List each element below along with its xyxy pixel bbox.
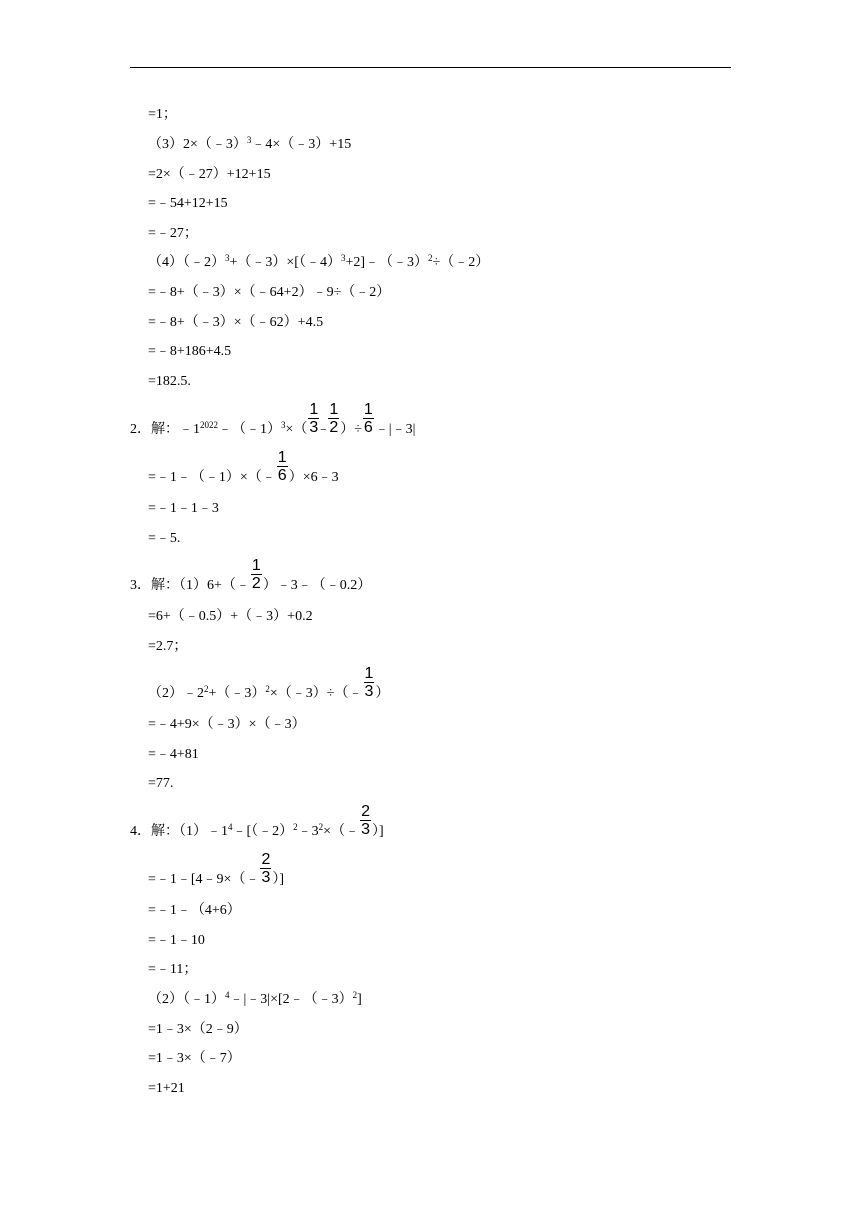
problem-2-line-2: =﹣1﹣（﹣1）×（﹣ $\frac{1}{6}$ ）×6﹣3 — [148, 449, 339, 485]
text-line: =2.7； — [148, 639, 188, 654]
problem-3-line-4: $(2)﹣2^2+(﹣3)^2\times(﹣3)\div(﹣$ $\frac{1}{3}$ ） — [148, 665, 390, 701]
text-line: =﹣1﹣10 — [148, 933, 205, 948]
fraction: $\frac{2}{3}$ — [261, 851, 271, 886]
fraction: $\frac{1}{2}$ — [329, 401, 339, 436]
text-line: （2）（﹣1）$^4$﹣|﹣3|×[2﹣（﹣3）$^2$] — [148, 990, 362, 1007]
text-line: =1﹣3×（﹣7） — [148, 1051, 241, 1066]
text-line: =182.5. — [148, 374, 191, 389]
text-line: =﹣1﹣1﹣3 — [148, 501, 219, 516]
text-line: （4）（﹣2）$^3$+（﹣3）×[（﹣4）$^3$+2]﹣（﹣3）$^2$÷（﹣2） — [148, 253, 490, 270]
text-line: =﹣54+12+15 — [148, 196, 228, 211]
text-line: =1﹣3×（2﹣9） — [148, 1022, 248, 1037]
text-line: =﹣5. — [148, 531, 181, 546]
text-line: =6+（﹣0.5）+（﹣3）+0.2 — [148, 609, 313, 624]
text-line: =2×（﹣27）+12+15 — [148, 167, 271, 182]
problem-3-line-1: 3．解：（1）6+（﹣ $\frac{1}{2}$ ）﹣3﹣（﹣0.2） — [130, 557, 372, 593]
fraction: $\frac{1}{3}$ — [364, 665, 374, 700]
fraction: $\frac{1}{6}$ — [277, 449, 287, 484]
fraction: $\frac{2}{3}$ — [361, 803, 370, 838]
fraction: $\frac{1}{6}$ — [363, 401, 373, 436]
problem-4-line-1: 4．解：$(1)﹣1^4﹣[(﹣2)^2﹣3^2\times(﹣$ $\frac{2}{3}$ ）] — [130, 803, 384, 839]
text-line: =1+21 — [148, 1081, 185, 1096]
text-line: =﹣4+9×（﹣3）×（﹣3） — [148, 717, 306, 732]
header-rule — [130, 67, 731, 68]
text-line: =﹣11； — [148, 962, 198, 977]
problem-4-line-2: =﹣1﹣[4﹣9×（﹣ $\frac{2}{3}$ ）] — [148, 851, 285, 887]
text-line: =﹣1﹣（4+6） — [148, 903, 241, 918]
text-line: =﹣4+81 — [148, 747, 199, 762]
fraction: $\frac{1}{3}$ — [309, 401, 319, 436]
text-line: =﹣8+（﹣3）×（﹣62）+4.5 — [148, 315, 324, 330]
fraction: $\frac{1}{2}$ — [251, 557, 261, 592]
text-line: =﹣8+186+4.5 — [148, 344, 232, 359]
text-line: =1； — [148, 107, 177, 122]
problem-2-line-1: 2．解：$﹣1^{2022}﹣(﹣1)^3\times$（ $\frac{1}{3}$ ﹣ $\frac{1}{2}$ ）÷ $\frac{1}{6}$ ﹣|﹣3| — [130, 401, 416, 437]
text-line: =77. — [148, 776, 174, 791]
text-line: =﹣8+（﹣3）×（﹣64+2）﹣9÷（﹣2） — [148, 285, 391, 300]
text-line: （3）2×（﹣3）$^3$﹣4×（﹣3）+15 — [148, 135, 352, 152]
text-line: =﹣27； — [148, 226, 198, 241]
